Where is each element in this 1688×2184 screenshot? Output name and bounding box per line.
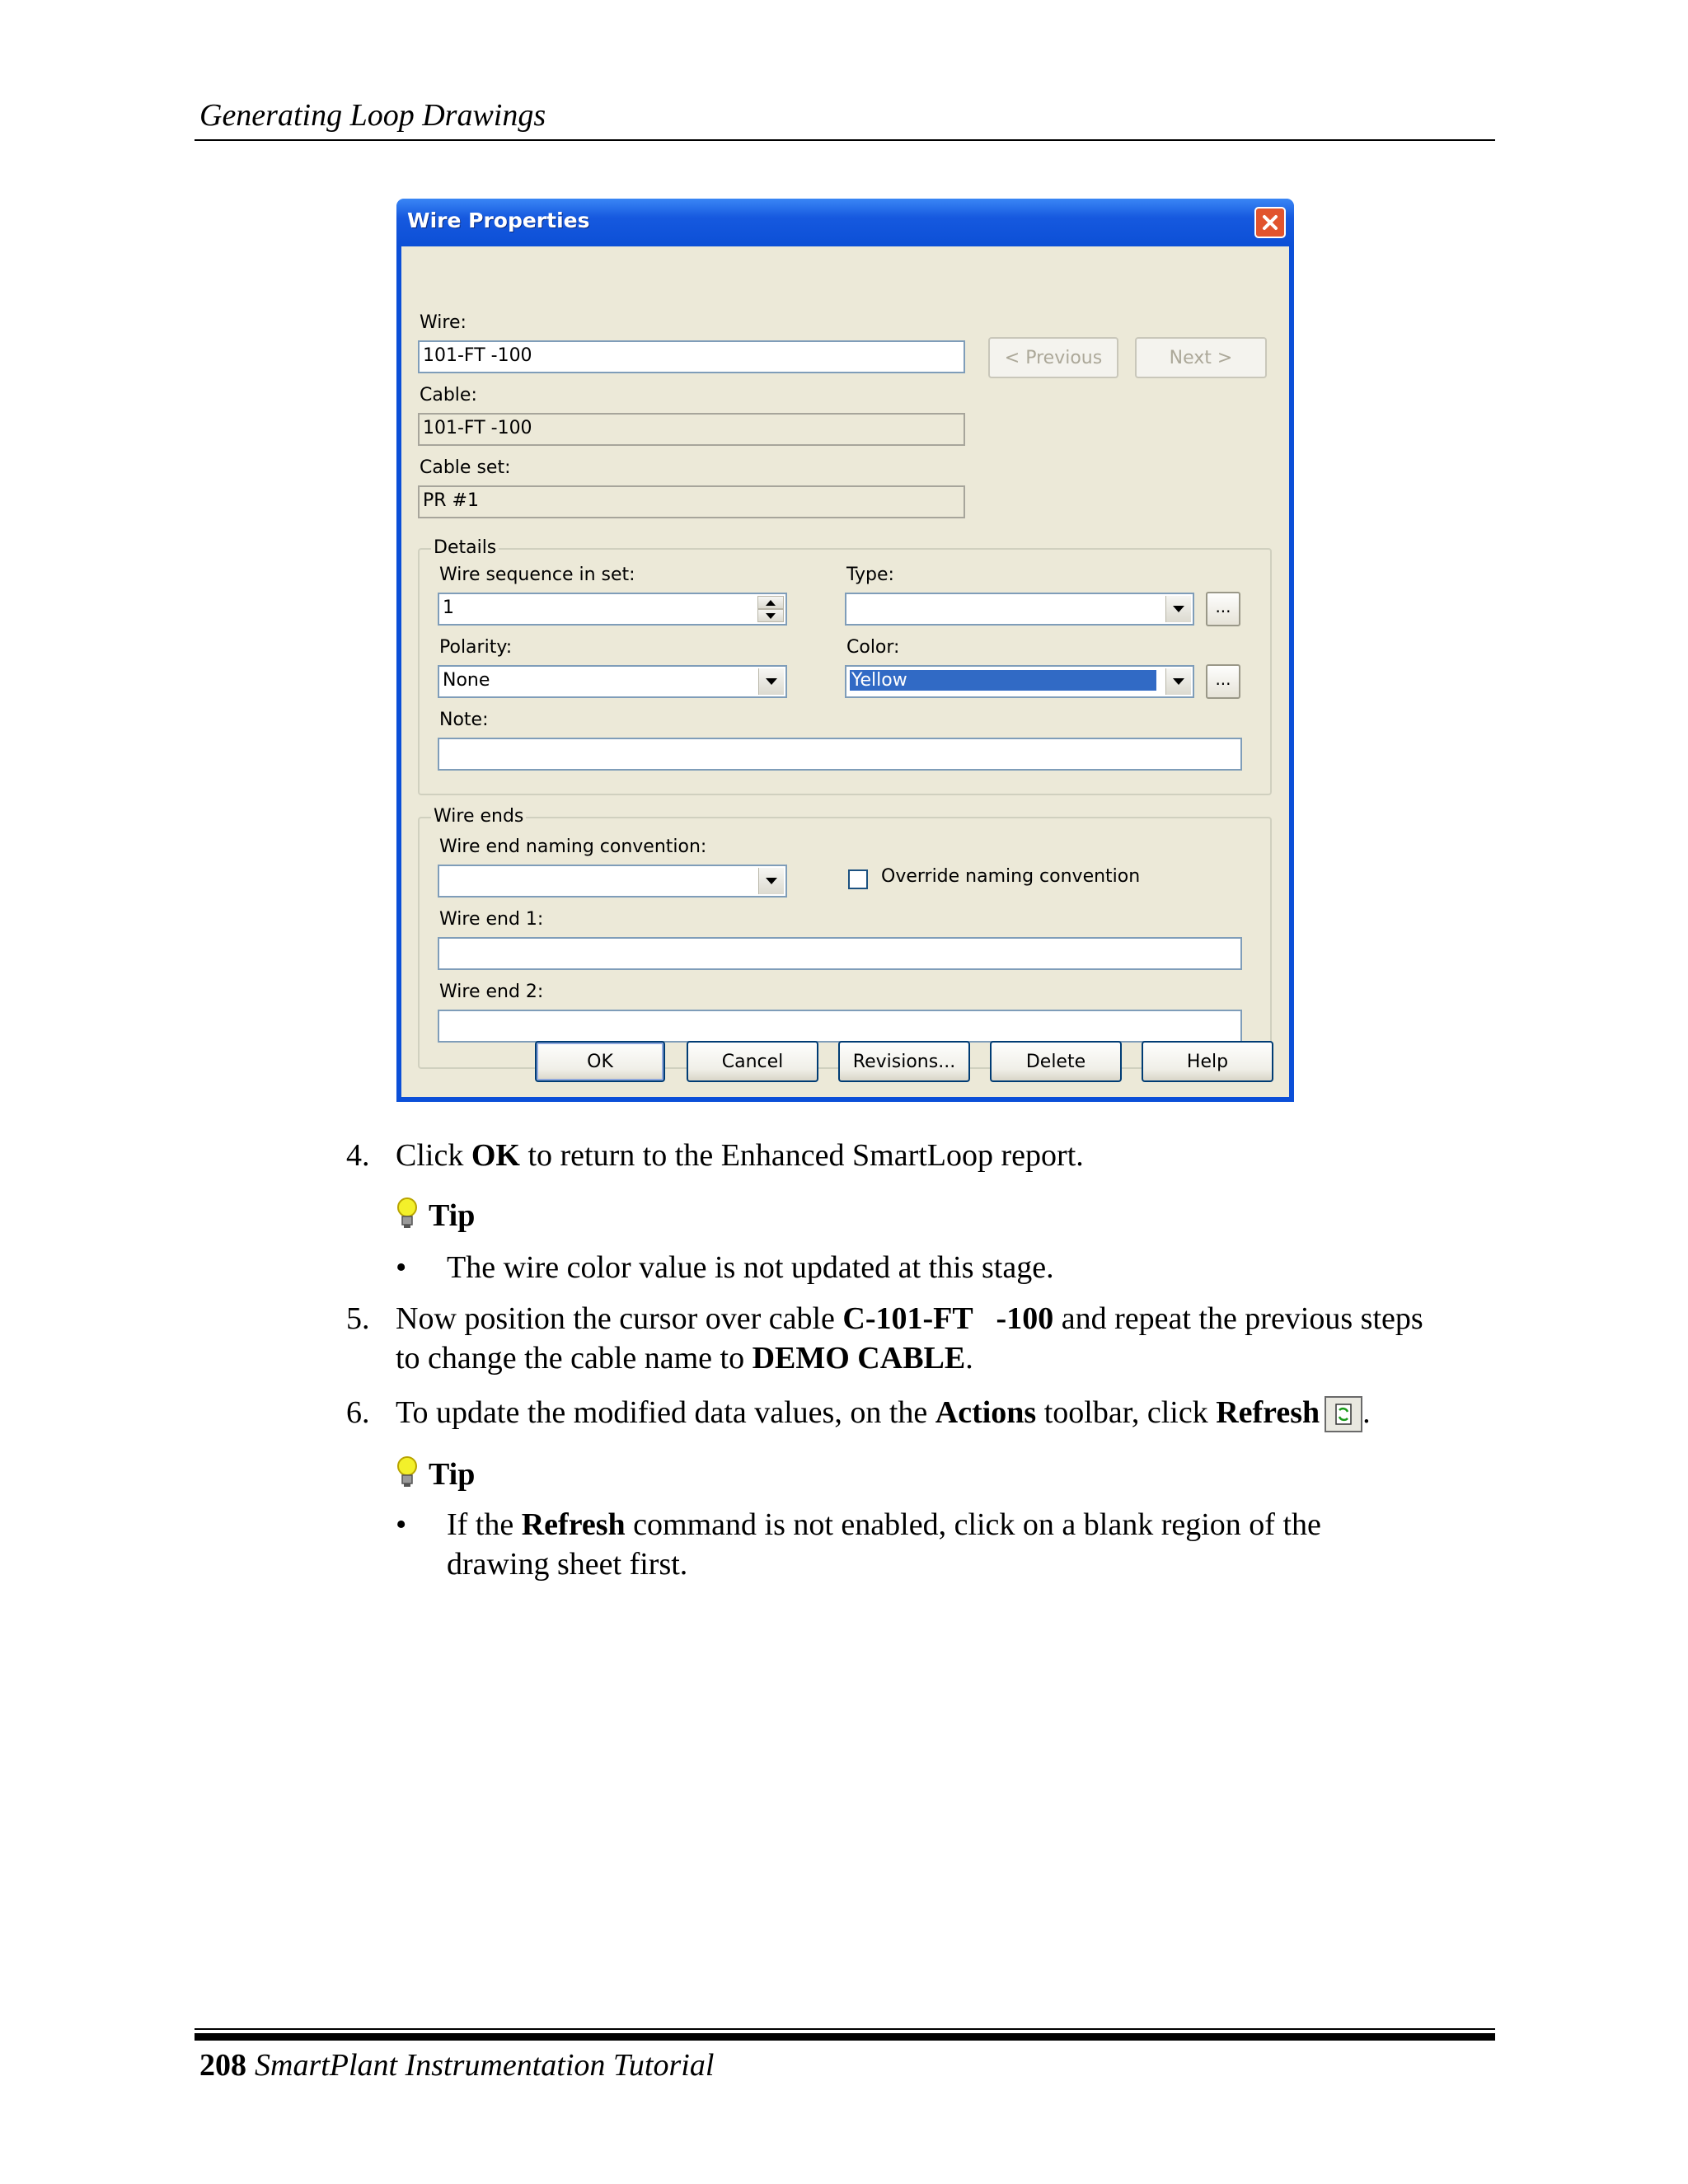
details-group-title: Details: [431, 537, 499, 558]
note-label: Note:: [439, 710, 489, 730]
revisions-button[interactable]: Revisions...: [838, 1041, 970, 1082]
wire-end-2-field[interactable]: [438, 1010, 1242, 1043]
step-number: 5.: [346, 1301, 370, 1336]
cancel-button[interactable]: Cancel: [687, 1041, 818, 1082]
tip-text: If the Refresh command is not enabled, click on a blank region of the: [447, 1507, 1321, 1542]
wire-sequence-field[interactable]: [438, 593, 787, 626]
previous-button[interactable]: < Previous: [988, 337, 1118, 378]
header-rule: [195, 139, 1495, 141]
spin-down-icon[interactable]: [757, 609, 784, 622]
tip-bullet: •: [396, 1250, 407, 1285]
color-label: Color:: [846, 637, 900, 658]
cable-set-label: Cable set:: [420, 457, 511, 478]
wire-ends-group-title: Wire ends: [431, 806, 526, 827]
page-number: 208: [199, 2048, 246, 2083]
lightbulb-icon: [396, 1197, 419, 1230]
page-header-title: Generating Loop Drawings: [199, 98, 546, 133]
lightbulb-icon: [396, 1455, 419, 1488]
chevron-down-icon[interactable]: [1165, 596, 1191, 622]
override-naming-checkbox[interactable]: [848, 869, 868, 889]
tip-bullet: •: [396, 1507, 407, 1542]
step-text: Click OK to return to the Enhanced SmartLoop report.: [396, 1138, 1084, 1173]
chevron-down-icon[interactable]: [1165, 668, 1191, 695]
wire-end-2-label: Wire end 2:: [439, 982, 544, 1002]
spin-up-icon[interactable]: [757, 596, 784, 609]
wire-end-1-field[interactable]: [438, 937, 1242, 970]
cable-field: 101-FT -100: [418, 413, 965, 446]
polarity-value: None: [443, 670, 490, 691]
cable-set-field: PR #1: [418, 485, 965, 518]
color-value: Yellow: [850, 670, 1156, 691]
wire-sequence-spinner[interactable]: [757, 596, 784, 622]
help-button[interactable]: Help: [1142, 1041, 1273, 1082]
chevron-down-icon[interactable]: [758, 868, 784, 894]
step-number: 4.: [346, 1138, 370, 1173]
dialog-titlebar[interactable]: [396, 199, 1294, 246]
step-text: To update the modified data values, on the Actions toolbar, click Refresh .: [396, 1393, 1371, 1432]
polarity-combo[interactable]: [438, 665, 787, 698]
footer-rule-thin: [195, 2028, 1495, 2030]
close-icon: [1261, 213, 1279, 232]
wire-end-1-label: Wire end 1:: [439, 909, 544, 930]
override-naming-label[interactable]: Override naming convention: [881, 866, 1141, 887]
wire-end-naming-combo[interactable]: [438, 865, 787, 898]
wire-field[interactable]: 101-FT -100: [418, 340, 965, 373]
wire-sequence-value: 1: [443, 598, 454, 618]
step-text: Now position the cursor over cable C-101-FT -100 and repeat the previous steps: [396, 1301, 1423, 1336]
ok-button[interactable]: OK: [535, 1041, 665, 1082]
page-footer: [199, 2047, 714, 2083]
footer-rule: [195, 2033, 1495, 2041]
cable-label: Cable:: [420, 385, 477, 405]
tip-heading: Tip: [429, 1198, 476, 1233]
polarity-label: Polarity:: [439, 637, 513, 658]
wire-end-naming-label: Wire end naming convention:: [439, 837, 707, 857]
type-browse-button[interactable]: ...: [1206, 592, 1240, 626]
type-combo[interactable]: [845, 593, 1194, 626]
chevron-down-icon[interactable]: [758, 668, 784, 695]
step-5-line-2: [396, 1338, 973, 1378]
tip-heading: Tip: [429, 1457, 476, 1492]
next-button[interactable]: Next >: [1135, 337, 1267, 378]
tip-text-line-2: drawing sheet first.: [447, 1547, 688, 1582]
wire-label: Wire:: [420, 312, 467, 333]
note-field[interactable]: [438, 738, 1242, 771]
type-label: Type:: [846, 565, 894, 585]
step-text: to change the cable name to DEMO CABLE.: [396, 1341, 973, 1376]
close-button[interactable]: [1254, 207, 1286, 238]
footer-title: SmartPlant Instrumentation Tutorial: [255, 2048, 715, 2083]
color-combo[interactable]: [845, 665, 1194, 698]
delete-button[interactable]: Delete: [990, 1041, 1122, 1082]
dialog-title: Wire Properties: [407, 209, 590, 232]
step-number: 6.: [346, 1395, 370, 1430]
wire-properties-dialog: [396, 199, 1294, 1102]
color-browse-button[interactable]: ...: [1206, 664, 1240, 699]
dialog-client-area: [401, 246, 1289, 1097]
tip-text: The wire color value is not updated at this stage.: [447, 1250, 1054, 1285]
wire-sequence-label: Wire sequence in set:: [439, 565, 635, 585]
refresh-icon: [1325, 1396, 1362, 1432]
